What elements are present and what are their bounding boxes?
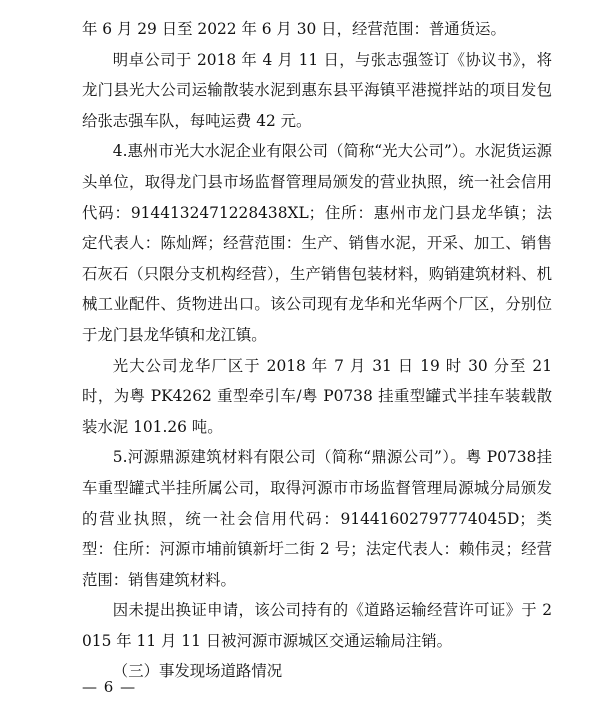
paragraph-continuation: 年 6 月 29 日至 2022 年 6 月 30 日，经营范围：普通货运。 bbox=[82, 20, 506, 38]
paragraph-guangda-loading: 光大公司龙华厂区于 2018 年 7 月 31 日 19 时 30 分至 21 时，为粤 PK4262 重型牵引车/粤 P0738 挂重型罐式半挂车装载散装水泥 101.26 吨。 bbox=[82, 356, 552, 436]
paragraph-guangda-company: 4.惠州市光大水泥企业有限公司（简称“光大公司”）。水泥货运源头单位，取得龙门县市场监督管理局颁发的营业执照，统一社会信用代码：9144132471228438XL；住所：惠州市龙门县龙华镇；法定代表人：陈灿辉；经营范围：生产、销售水泥，开采、加工、销售石灰石（只限分支机构经营），生产销售包装材料，购销建筑材料、机械工业配件、货物进出口。该公司现有龙华和光华两个厂区，分别位于龙门县龙华镇和龙江镇。 bbox=[82, 142, 552, 344]
section-heading: （三）事发现场道路情况 bbox=[112, 662, 283, 681]
paragraph-mingzhuo-agreement: 明卓公司于 2018 年 4 月 11 日，与张志强签订《协议书》，将龙门县光大公司运输散装水泥到惠东县平海镇平港搅拌站的项目发包给张志强车队，每吨运费 42 元。 bbox=[82, 50, 552, 130]
page-number: — 6 — bbox=[82, 678, 137, 696]
paragraph-license-cancelled: 因未提出换证申请，该公司持有的《道路运输经营许可证》于 2015 年 11 月 11 日被河源市源城区交通运输局注销。 bbox=[82, 601, 552, 650]
paragraph-dingyuan-company: 5.河源鼎源建筑材料有限公司（简称“鼎源公司”）。粤 P0738挂车重型罐式半挂所属公司，取得河源市市场监督管理局源城分局颁发的营业执照，统一社会信用代码：91441602797774045D；类型：住所：河源市埔前镇新圩二街 2 号；法定代表人：赖伟灵；经营范围：销售建筑材料。 bbox=[82, 448, 552, 589]
document-body bbox=[82, 14, 552, 687]
